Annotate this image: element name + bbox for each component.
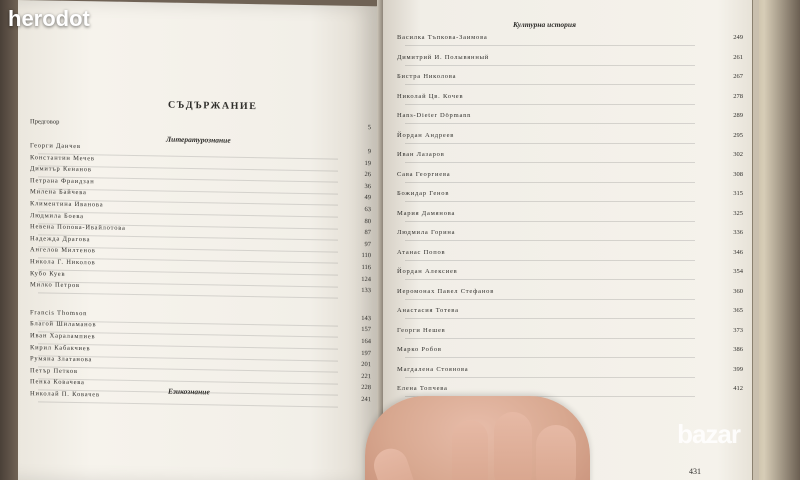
preface-page: 5 [367, 124, 371, 132]
toc-entry [397, 34, 488, 42]
toc-entry-page: 354 [733, 268, 743, 275]
toc-entry-author: Божидар Генов [397, 190, 450, 197]
toc-entry-text-line [405, 221, 695, 222]
toc-entry [30, 344, 90, 353]
toc-entry-author: Петър Петков [30, 367, 78, 375]
toc-entry-author: Пенка Ковачева [30, 378, 85, 387]
book-cover-edge [752, 0, 759, 480]
herodot-logo: herodot [8, 6, 90, 31]
toc-entry [30, 321, 96, 330]
toc-entry-page: 197 [361, 349, 371, 357]
toc-entry-author: Francis Thomson [30, 309, 88, 318]
toc-entry-page: 346 [733, 248, 743, 256]
toc-entry-page: 164 [361, 337, 371, 346]
toc-entry-author: Бистра Николова [397, 73, 457, 80]
toc-entry-page: 80 [364, 217, 371, 225]
toc-entry-page: 315 [733, 190, 743, 197]
toc-entry [397, 73, 456, 81]
toc-entry-page: 295 [733, 131, 743, 139]
left-page [18, 0, 383, 480]
toc-entry-text-line [405, 65, 695, 66]
toc-entry-author: Невена Попова-Ивайлотова [30, 223, 126, 233]
toc-entry-text-line [405, 123, 695, 124]
toc-entry-author: Атанас Попов [397, 248, 446, 256]
toc-entry-author: Кубо Куев [30, 269, 66, 278]
toc-entry-page: 249 [733, 34, 743, 41]
page-folio: 431 [689, 467, 701, 476]
toc-entry-page: 267 [733, 73, 743, 80]
finger [536, 425, 576, 480]
toc-entry-page: 97 [364, 240, 371, 248]
toc-entry-page: 116 [361, 263, 371, 272]
toc-entry [397, 132, 454, 140]
toc-entry [30, 200, 103, 209]
toc-entry [397, 151, 445, 159]
section-cultural-history: Културна история [513, 20, 576, 29]
toc-entry-page: 133 [361, 287, 371, 295]
toc-entry-author: Иван Лазаров [397, 151, 445, 158]
toc-entry-author: Димитър Кенанов [30, 165, 92, 174]
toc-entry-author: Милко Петров [30, 281, 80, 290]
toc-entry-author: Иеромонах Павел Стефанов [397, 287, 495, 295]
toc-entry-page: 26 [364, 171, 371, 179]
toc-entry-author: Елена Топчева [397, 385, 448, 392]
toc-entry-text-line [38, 401, 338, 407]
toc-entry-page: 87 [364, 229, 371, 237]
toc-entry-author: Никола Г. Николов [30, 258, 96, 267]
toc-entry-text-line [405, 338, 695, 339]
finger [452, 420, 488, 480]
toc-entry-text-line [405, 240, 695, 241]
toc-entry [30, 154, 95, 163]
toc-entry-page: 36 [364, 182, 371, 190]
toc-entry-text-line [38, 269, 338, 275]
toc-entry-page: 221 [361, 372, 371, 380]
toc-entry-author: Георги Данчев [30, 142, 81, 151]
toc-entry-page: 278 [733, 92, 743, 100]
toc-entry [30, 177, 95, 186]
toc-entry-author: Марко Робов [397, 346, 442, 353]
toc-entry [30, 142, 81, 151]
toc-entry [397, 307, 459, 315]
toc-entry-text-line [405, 279, 695, 280]
toc-entry-text-line [405, 299, 695, 300]
toc-entry [397, 190, 449, 198]
toc-entry-text-line [405, 104, 695, 105]
toc-entry-author: Hans-Dieter Döpmann [397, 112, 472, 119]
toc-entry-text-line [38, 367, 338, 373]
toc-entry-page: 302 [733, 151, 743, 158]
toc-entry [397, 288, 494, 296]
toc-entry-page: 241 [361, 395, 371, 404]
toc-entry [397, 93, 463, 101]
toc-entry-author: Петрана Фраидзан [30, 177, 95, 186]
toc-entry-author: Людмила Боева [30, 211, 84, 220]
toc-entry [30, 281, 80, 290]
toc-entry [30, 355, 92, 364]
toc-entry-author: Сава Георгиева [397, 170, 451, 178]
toc-entry [397, 54, 489, 62]
toc-entry-text-line [405, 45, 695, 46]
toc-entry [397, 171, 450, 179]
toc-entry-text-line [405, 201, 695, 202]
toc-entry-page: 412 [733, 385, 743, 392]
toc-entry [30, 223, 126, 233]
toc-entry-text-line [38, 293, 338, 299]
toc-entry-text-line [405, 162, 695, 163]
toc-entry-author: Анастасия Тотева [397, 307, 459, 314]
toc-entry-page: 399 [733, 365, 743, 373]
toc-entry [30, 247, 96, 256]
bazar-watermark: bazar [677, 419, 740, 449]
toc-entry [397, 112, 471, 120]
toc-entry-author: Румяна Златанова [30, 355, 93, 364]
toc-entry [30, 309, 87, 318]
toc-entry-author: Людмила Горина [397, 229, 456, 236]
toc-entry-page: 360 [733, 287, 743, 295]
toc-entry-page: 201 [361, 361, 371, 369]
toc-entry-text-line [405, 357, 695, 358]
toc-entry-page: 143 [361, 314, 371, 322]
toc-entry-author: Ангелов Милтенов [30, 246, 96, 255]
toc-entry-page: 365 [733, 307, 743, 314]
preface-label: Предговор [30, 118, 60, 126]
toc-entry-page: 308 [733, 170, 743, 178]
toc-entry-author: Йордан Андреев [397, 131, 455, 139]
toc-entry-text-line [405, 377, 695, 378]
toc-entry-author: Николай П. Ковачев [30, 390, 100, 399]
toc-entry-page: 63 [364, 206, 371, 214]
preface-entry [30, 118, 59, 127]
toc-entry-author: Надежда Драгова [30, 235, 91, 244]
toc-entry [30, 212, 84, 221]
toc-entry-author: Климентина Иванова [30, 200, 104, 209]
toc-entry [30, 390, 100, 399]
toc-entry [397, 346, 442, 354]
toc-entry-page: 289 [733, 112, 743, 119]
toc-entry [30, 332, 95, 341]
toc-entry-author: Милена Байчева [30, 188, 87, 197]
toc-entry-page: 110 [361, 252, 371, 260]
toc-entry [397, 210, 455, 218]
toc-entry-page: 261 [733, 53, 743, 61]
toc-entry [30, 189, 87, 198]
toc-entry-text-line [405, 318, 695, 319]
toc-entry-author: Василка Тъпкова-Заимова [397, 34, 488, 41]
toc-entry-text-line [405, 84, 695, 85]
toc-entry-page: 336 [733, 229, 743, 236]
toc-entry-text-line [405, 143, 695, 144]
toc-entry-page: 124 [361, 275, 371, 283]
toc-entry [30, 379, 85, 388]
toc-entry [397, 249, 445, 257]
toc-entry [30, 165, 92, 174]
toc-entry-page: 228 [361, 384, 371, 392]
toc-entry-author: Георги Нешев [397, 326, 446, 334]
toc-entry-author: Благой Шиламанов [30, 320, 97, 329]
toc-entry [397, 366, 469, 374]
toc-entry-text-line [405, 182, 695, 183]
toc-entry-author: Кирил Кабакчиев [30, 343, 91, 352]
toc-entry [30, 235, 90, 244]
toc-entry [30, 258, 96, 267]
toc-title: СЪДЪРЖАНИЕ [168, 99, 258, 113]
finger [494, 412, 532, 480]
toc-entry-page: 49 [364, 194, 371, 202]
toc-entry-page: 9 [367, 148, 371, 156]
toc-entry-author: Димитрий И. Полывянный [397, 53, 490, 61]
toc-entry [397, 385, 448, 393]
toc-entry [397, 327, 446, 335]
toc-entry-author: Йордан Алексиев [397, 268, 458, 275]
section-literature: Литературознание [166, 134, 231, 145]
toc-entry-author: Иван Харалампиев [30, 332, 96, 341]
toc-entry [30, 367, 78, 376]
toc-entry-page: 325 [733, 209, 743, 217]
toc-entry-author: Магдалена Стоянова [397, 365, 469, 373]
toc-entry-page: 19 [364, 159, 371, 167]
toc-entry-text-line [405, 260, 695, 261]
toc-entry-author: Мария Дамянова [397, 209, 456, 217]
section-linguistics: Езикознание [168, 386, 210, 397]
toc-entry [397, 229, 455, 237]
toc-entry-text-line [38, 281, 338, 287]
toc-entry [30, 270, 65, 279]
toc-entry-page: 373 [733, 326, 743, 334]
toc-entry-page: 157 [361, 326, 371, 334]
toc-entry-author: Николай Цв. Кочев [397, 92, 464, 100]
toc-entry-page: 386 [733, 346, 743, 353]
toc-entry [397, 268, 458, 276]
toc-entry-author: Константин Мечев [30, 153, 95, 162]
